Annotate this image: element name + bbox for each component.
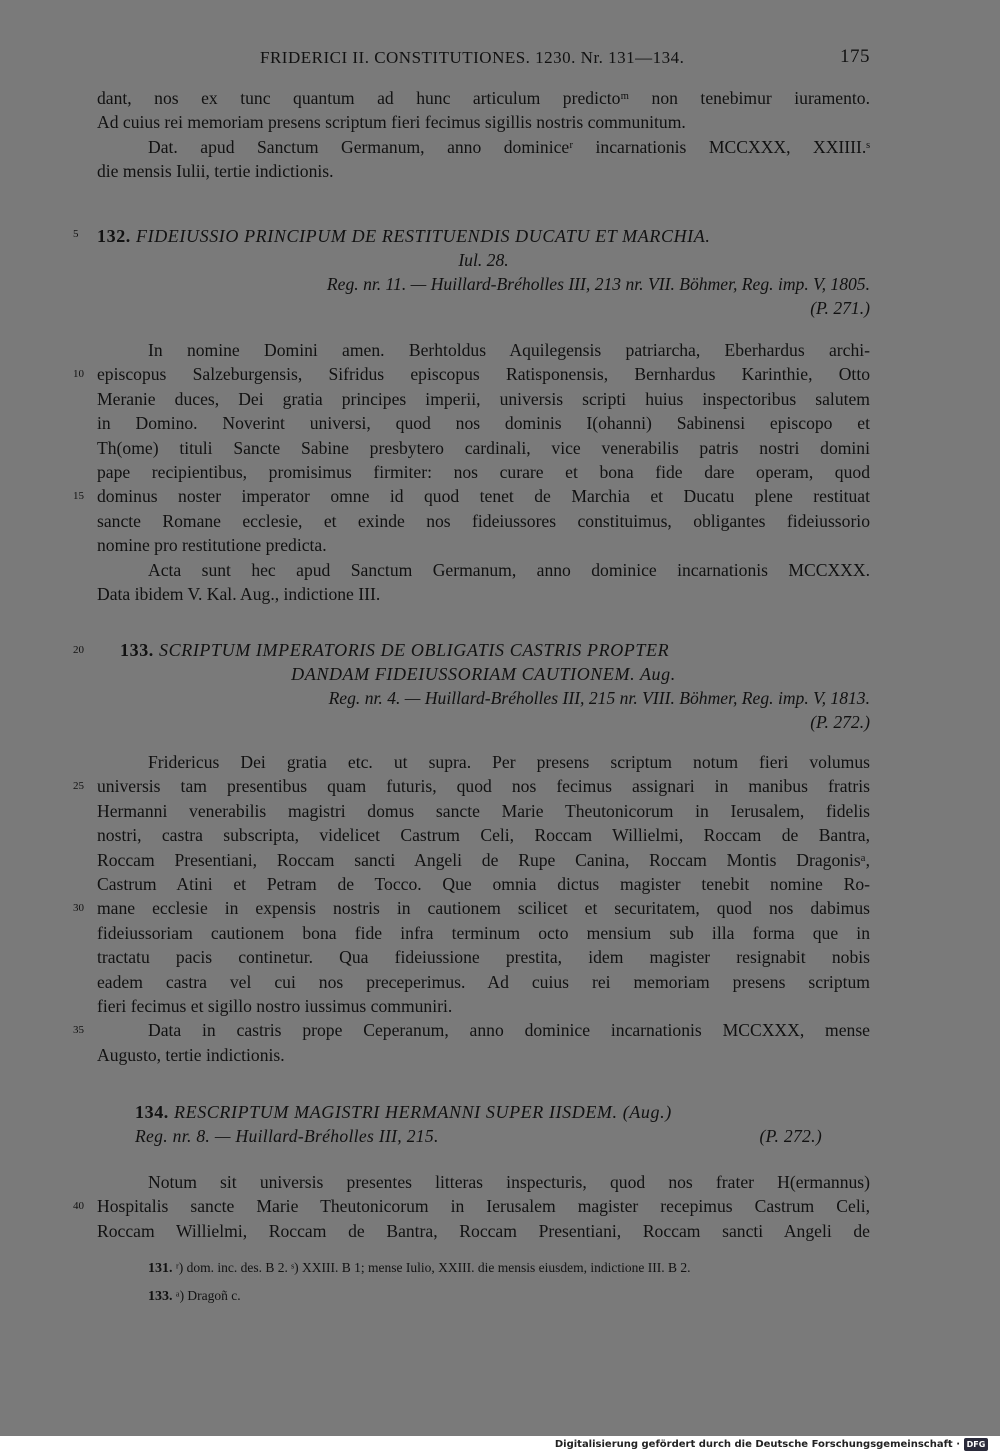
page-number: 175: [840, 46, 870, 67]
document-134: [97, 1100, 870, 1148]
text-line: dant, nos ex tunc quantum ad hunc articulum predictoᵐ non tenebimur iuramento.: [97, 88, 870, 108]
text-line: Ad cuius rei memoriam presens scriptum fieri fecimus sigillis nostris communitum.: [97, 112, 686, 133]
text-line: dominus noster imperator omne id quod tenet de Marchia et Ducatu plene restituat: [97, 486, 870, 507]
title-text: SCRIPTUM IMPERATORIS DE OBLIGATIS CASTRIS PROPTER: [159, 640, 670, 660]
document-133: [73, 638, 870, 734]
document-133-text: [73, 750, 870, 1067]
footnote-133: [148, 1288, 241, 1305]
text-line: Dat. apud Sanctum Germanum, anno dominiceʳ incarnationis MCCXXX, XXIIII.ˢ: [148, 136, 870, 157]
text-line: pape recipientibus, promisimus firmiter: nos curare et bona fide dare operam, quod: [97, 461, 870, 482]
line-number: 40: [73, 1200, 84, 1212]
line-number: 5: [73, 228, 79, 240]
text-line: Castrum Atini et Petram de Tocco. Que omnia dictus magister tenebit nomine Ro-: [97, 873, 870, 894]
document-132-text: [73, 338, 870, 606]
running-header: [100, 46, 870, 72]
pertz-reference: (P. 272.): [759, 1126, 822, 1146]
document-title: [97, 638, 870, 662]
text-line: Notum sit universis presentes litteras inspecturis, quod nos frater H(ermannus): [148, 1172, 870, 1192]
line-number: 20: [73, 644, 84, 656]
title-text: FIDEIUSSIO PRINCIPUM DE RESTITUENDIS DUCATU ET MARCHIA.: [136, 226, 711, 246]
text-line: Th(ome) tituli Sancte Sabine presbytero cardinali, vice venerabilis patris nostri domini: [97, 437, 870, 458]
text-line: Hermanni venerabilis magistri domus sancte Marie Theutonicorum in Ierusalem, fidelis: [97, 800, 870, 821]
document-date: Iul. 28.: [458, 250, 509, 270]
document-number: 133.: [120, 640, 154, 660]
line-number: 15: [73, 490, 84, 502]
footnote-number: 133.: [148, 1289, 173, 1304]
funding-notice: Digitalisierung gefördert durch die Deutsche Forschungsgemeinschaft ·: [554, 1439, 960, 1450]
text-line: eadem castra vel cui nos preceperimus. Ad cuius rei memoriam presens scriptum: [97, 971, 870, 992]
text-line: fideiussoriam cautionem bona fide infra terminum octo mensium sub illa forma que in: [97, 922, 870, 943]
footnote-131: [148, 1260, 690, 1277]
text-line: Data ibidem V. Kal. Aug., indictione III.: [97, 583, 381, 604]
text-line: Roccam Presentiani, Roccam sancti Angeli de Rupe Canina, Roccam Montis Dragonisᵃ,: [97, 849, 870, 870]
line-number: 25: [73, 780, 84, 792]
reference-line: Reg. nr. 11. — Huillard-Bréholles III, 213 nr. VII. Böhmer, Reg. imp. V, 1805.: [326, 274, 870, 294]
line-number: 10: [73, 368, 84, 380]
text-line: Augusto, tertie indictionis.: [97, 1044, 285, 1065]
text-line: tractatu pacis continetur. Qua fideiussione prestita, idem magister resignabit nobis: [97, 947, 870, 968]
text-line: fieri fecimus et sigillo nostro iussimus communiri.: [97, 995, 453, 1016]
text-line: Roccam Willielmi, Roccam de Bantra, Roccam Presentiani, Roccam sancti Angeli de: [97, 1220, 870, 1241]
document-number: 134.: [135, 1102, 169, 1122]
document-title: [97, 1100, 870, 1124]
line-number: 35: [73, 1024, 84, 1036]
text-line: episcopus Salzeburgensis, Sifridus episcopus Ratisponensis, Bernhardus Karinthie, Otto: [97, 364, 870, 385]
running-title: FRIDERICI II. CONSTITUTIONES. 1230. Nr. 131—134.: [260, 48, 685, 67]
text-line: Hospitalis sancte Marie Theutonicorum in Ierusalem magister recepimus Castrum Celi,: [97, 1196, 870, 1217]
text-line: Meranie duces, Dei gratia principes imperii, universis scripti huius inspectoribus salutem: [97, 388, 870, 409]
reference-line: Reg. nr. 8. — Huillard-Bréholles III, 215.: [135, 1126, 439, 1146]
reference-line: Reg. nr. 4. — Huillard-Bréholles III, 215 nr. VIII. Böhmer, Reg. imp. V, 1813.: [328, 688, 870, 708]
reference-row: [97, 1124, 870, 1148]
footnote-text: ʳ) dom. inc. des. B 2. ˢ) XXIII. B 1; mense Iulio, XXIII. die mensis eiusdem, indictione III. B 2.: [175, 1260, 691, 1275]
title-text: RESCRIPTUM MAGISTRI HERMANNI SUPER IISDEM. (Aug.): [174, 1102, 672, 1122]
text-line: in Domino. Noverint universi, quod nos dominis I(ohanni) Sabinensi episcopo et: [97, 413, 870, 434]
text-line: universis tam presentibus quam futuris, quod nos fecimus assignari in manibus fratris: [97, 776, 870, 797]
title-text-continued: DANDAM FIDEIUSSORIAM CAUTIONEM. Aug.: [291, 664, 676, 684]
line-number: 30: [73, 902, 84, 914]
document-132: [73, 224, 870, 320]
footnote-text: ᵃ) Dragoñ c.: [175, 1288, 241, 1303]
dfg-logo-icon: DFG: [964, 1438, 988, 1451]
text-line: die mensis Iulii, tertie indictionis.: [97, 161, 334, 182]
text-line: nomine pro restitutione predicta.: [97, 535, 327, 556]
document-131-end: [97, 86, 870, 184]
text-line: sancte Romane ecclesie, et exinde nos fideiussores constituimus, obligantes fideiussorio: [97, 510, 870, 531]
text-line: Data in castris prope Ceperanum, anno dominice incarnationis MCCXXX, mense: [148, 1020, 870, 1041]
text-line: In nomine Domini amen. Berhtoldus Aquilegensis patriarcha, Eberhardus archi-: [148, 340, 870, 360]
document-number: 132.: [97, 226, 131, 246]
text-line: mane ecclesie in expensis nostris in cautionem scilicet et securitatem, quod nos dabimus: [97, 898, 870, 919]
document-134-text: [73, 1170, 870, 1243]
text-line: Acta sunt hec apud Sanctum Germanum, anno dominice incarnationis MCCXXX.: [148, 559, 870, 580]
pertz-reference: (P. 271.): [810, 298, 870, 318]
pertz-reference: (P. 272.): [810, 712, 870, 732]
text-line: nostri, castra subscripta, videlicet Castrum Celi, Roccam Willielmi, Roccam de Bantra,: [97, 825, 870, 846]
document-title: [97, 224, 870, 248]
footnote-number: 131.: [148, 1261, 173, 1276]
text-line: Fridericus Dei gratia etc. ut supra. Per presens scriptum notum fieri volumus: [148, 752, 870, 772]
